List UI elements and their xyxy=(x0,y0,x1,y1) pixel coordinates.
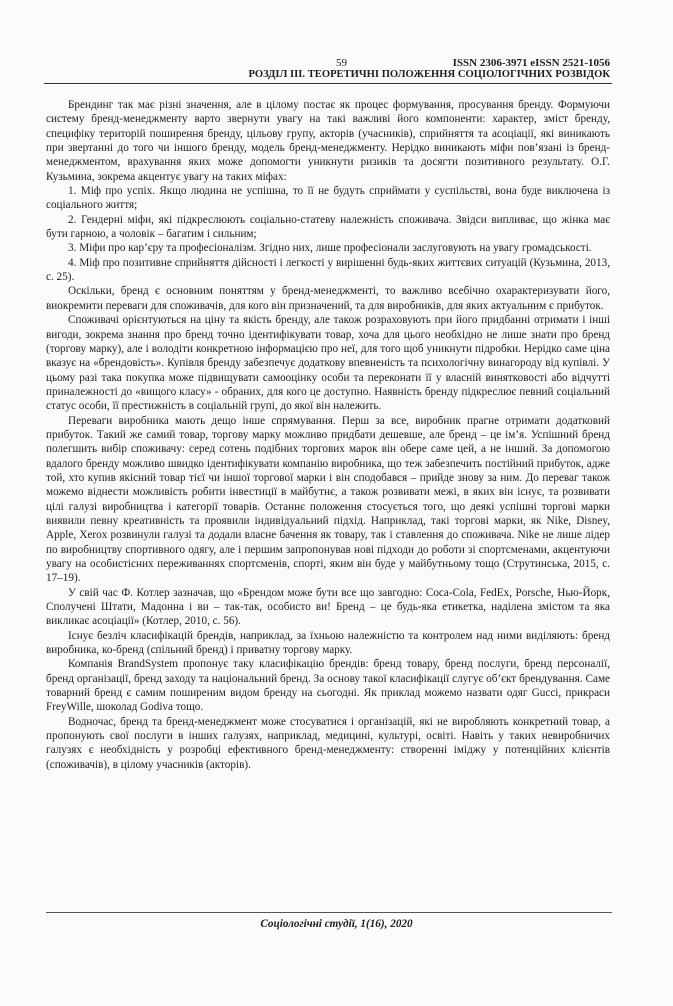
paragraph: Оскільки, бренд є основним поняттям у бренд-менеджменті, то важливо всебічно охарактеризувати його, виокремити переваги для споживачів, для кого він призначений, та для виробників, для яких актуальним є прибуток. xyxy=(46,285,610,312)
paragraph: Компанія BrandSystem пропонує таку класифікацію брендів: бренд товару, бренд послуги, бренд персоналії, бренд організації, бренд заходу та національний бренд. За основу такої класифікації слугує об’єкт брендування. Саме товарний бренд є самим поширеним видом бренду на сьогодні. Як приклад можемо назвати одяг Gucci, прикраси FreyWille, шоколад Godiva тощо. xyxy=(46,658,610,714)
paragraph: Споживачі орієнтуються на ціну та якість бренду, але також розраховують при його придбанні отримати і інші вигоди, зокрема знання про бренд точно ідентифікувати товар, хоча для цього необхідно не лише знати про бренд (торгову марку), але і володіти конкретною інформацією про неї, для того щоб уникнути підробки. Нерідко саме ціна вказує на «брендовість». Купівля бренду забезпечує додаткову впевненість та психологічну винагороду від купівлі. У цьому разі така покупка може підвищувати самооцінку особи та переконати її у власній винятковості або відчутті приналежності до «вищого класу» - обраних, для кого це доступно. Наявність бренду підкреслює певний соціальний статус особи, її престижність в соціальній групі, до якої він належить. xyxy=(46,314,610,413)
paragraph: Існує безліч класифікацій брендів, наприклад, за їхньою належністю та контролем над ними виділяють: бренд виробника, ко-бренд (спільний бренд) і приватну торгову марку. xyxy=(46,629,610,657)
paragraph: Брендинг так має різні значення, але в цілому постає як процес формування, просування бренду. Формуючи систему бренд-менеджменту варто звернути увагу на такі важливі його компоненти: характер, зміст бренду, специфіку територій поширення бренду, цільову групу, акторів (учасників), сприйняття та асоціації, які виникають при звертанні до того чи іншого бренду, модель бренд-менеджменту. Нерідко виникають міфи пов’язані із бренд-менеджментом, врахування яких може допомогти уникнути ризиків та досягти позитивного результату. О.Г. Кузьмина, зокрема акцентує увагу на таких міфах: xyxy=(46,99,610,183)
issn-line: ISSN 2306-3971 eISSN 2521-1056 xyxy=(452,57,610,69)
running-header xyxy=(44,57,612,87)
page-number: 59 xyxy=(336,57,347,69)
section-title: РОЗДІЛ III. ТЕОРЕТИЧНІ ПОЛОЖЕННЯ СОЦІОЛОГІЧНИХ РОЗВІДОК xyxy=(248,69,610,80)
paragraph: Водночас, бренд та бренд-менеджмент може стосуватися і організацій, які не виробляють конкретний товар, а пропонують свої послуги в інших галузях, наприклад, медицині, культурі, освіті. Навіть у таких невиробничих галузях є необхідність у розробці ефективного бренд-менеджменту: створенні іміджу у потенційних клієнтів (споживачів), в цілому учасників (акторів). xyxy=(46,715,610,771)
list-item: 4. Міф про позитивне сприйняття дійсності і легкості у вирішенні будь-яких життєвих ситуацій (Кузьмина, 2013, с. 25). xyxy=(46,256,610,284)
footer-divider xyxy=(46,912,612,913)
header-divider xyxy=(44,83,612,84)
article-body xyxy=(46,98,610,772)
list-item: 2. Гендерні міфи, які підкреслюють соціально-статеву належність споживача. Звідси випливає, що жінка має бути гарною, а чоловік – багатим і сильним; xyxy=(46,213,610,241)
journal-footer: Соціологічні студії, 1(16), 2020 xyxy=(260,918,413,930)
list-item: 3. Міфи про кар’єру та професіоналізм. Згідно них, лише професіонали заслуговують на увагу громадськості. xyxy=(68,242,592,255)
paragraph: У свій час Ф. Котлер зазначав, що «Брендом може бути все що завгодно: Coca-Cola, FedEx, Porsche, Нью-Йорк, Сполучені Штати, Мадонна і ви – так-так, особисто ви! Бренд – це будь-яка етикетка, наділена змістом та яка викликає асоціації» (Котлер, 2010, с. 56). xyxy=(46,586,610,628)
list-item: 1. Міф про успіх. Якщо людина не успішна, то її не будуть сприймати у суспільстві, вона буде виключена із соціального життя; xyxy=(46,185,610,212)
paragraph: Переваги виробника мають дещо інше спрямування. Перш за все, виробник прагне отримати додатковий прибуток. Такий же самий товар, торгову марку можливо придбати дешевше, але бренд – це ім’я. Успішний бренд полегшить вибір споживачу: серед сотень подібних торгових марок він обере саме цей, а не інший. За допомогою вдалого бренду можливо швидко ідентифікувати компанію виробника, що теж забезпечить постійний прибуток, адже той, хто купив якісний товар тієї чи іншої торгової марки і він сподобався – прийде знову за ним. До переваг також можемо віднести можливість робити інвестиції в майбутнє, а також розвивати межі, в яких він існує, та розвивати цілі галузі виробництва і категорії товарів. Останнє положення стосується того, що деякі успішні торгові марки виявили певну креативність та проявили індивідуальний підхід. Наприклад, такі торгові марки, як Nike, Disney, Apple, Xerox розвинули галузі та додали власне бачення як товару, так і ставлення до споживача. Nike не лише лідер по виробництву спортивного одягу, але і першим запропонував нові підходи до роботи зі спортсменами, акцентуючи увагу на особистісних переживаннях спортсменів, спорті, яким він буде у майбутньому тощо (Струтинська, 2015, с. 17–19). xyxy=(46,414,610,585)
